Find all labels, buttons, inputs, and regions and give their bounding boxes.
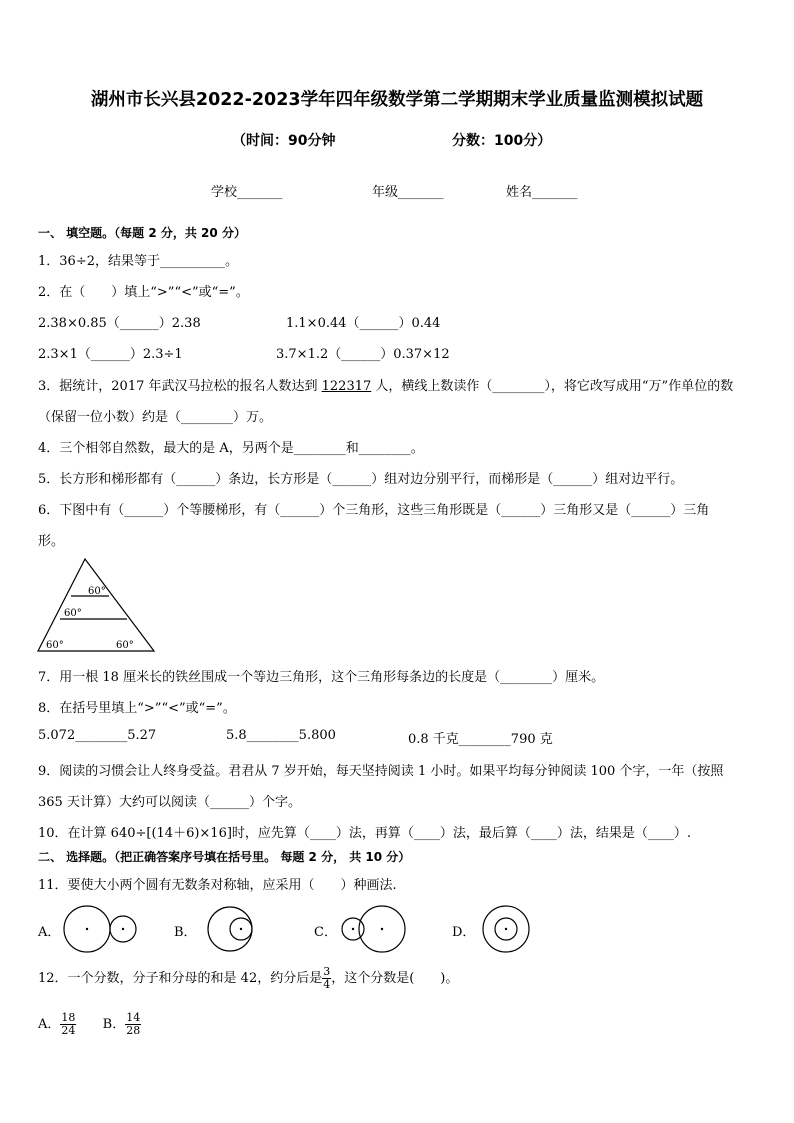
q3-text-post: 人，横线上数读作（________），将它改写成用“万”作单位的数 <box>371 379 734 394</box>
q12-option-b-fraction <box>125 1012 141 1037</box>
q12-option-a-numerator: 18 <box>61 1011 76 1024</box>
question-6-line-1: 6．下图中有（______）个等腰梯形，有（______）个三角形，这些三角形既是（______）三角形又是（______）三角 <box>38 503 710 518</box>
question-1: 1．36÷2，结果等于__________。 <box>38 254 238 269</box>
question-11: 11．要使大小两个圆有无数条对称轴，应采用（ ）种画法. <box>38 878 397 893</box>
angle-label-top: 60° <box>88 586 106 597</box>
question-3-line-2: （保留一位小数）约是（________）万。 <box>38 410 273 425</box>
section-2-heading: 二、 选择题。（把正确答案序号填在括号里。 每题 2 分， 共 10 分） <box>38 850 411 864</box>
q12-frac-denominator: 4 <box>323 978 331 991</box>
question-8-item-a: 5.072________5.27 <box>38 728 157 743</box>
option-d-label: D． <box>452 925 476 940</box>
section-1-heading: 一、 填空题。（每题 2 分，共 20 分） <box>38 226 246 240</box>
question-12 <box>38 966 458 992</box>
option-a-label: A． <box>38 925 61 940</box>
question-3-line-1 <box>38 375 733 394</box>
name-field: 姓名_______ <box>506 185 578 200</box>
q12-option-a-label: A． <box>38 1017 61 1032</box>
q3-underlined-number: 122317 <box>321 379 372 394</box>
q12-option-b-denominator: 28 <box>126 1024 141 1037</box>
outer-triangle <box>38 559 154 651</box>
question-2-item-d: 3.7×1.2（______）0.37×12 <box>276 347 450 362</box>
q12-text-pre: 12．一个分数，分子和分母的和是 42，约分后是 <box>38 971 323 986</box>
question-2-item-a: 2.38×0.85（______）2.38 <box>38 316 201 331</box>
question-2-item-c: 2.3×1（______）2.3÷1 <box>38 347 183 362</box>
q12-option-a-fraction <box>60 1012 76 1037</box>
q12-option-b-label: B． <box>102 1017 126 1032</box>
angle-label-bottom-left: 60° <box>46 640 64 651</box>
exam-score: 分数：100分） <box>452 133 552 149</box>
question-4: 4．三个相邻自然数，最大的是 A，另两个是________和________。 <box>38 441 424 456</box>
q12-option-a-denominator: 24 <box>61 1024 76 1037</box>
option-d-circles <box>480 903 535 955</box>
question-2-item-b: 1.1×0.44（______）0.44 <box>286 316 441 331</box>
angle-label-bottom-right: 60° <box>116 640 134 651</box>
q12-option-b-numerator: 14 <box>126 1011 141 1024</box>
question-8-item-c: 0.8 千克________790 克 <box>408 732 553 747</box>
exam-time: （时间：90分钟 <box>232 133 336 149</box>
q12-fraction <box>322 966 331 991</box>
school-field: 学校_______ <box>211 185 283 200</box>
angle-label-mid: 60° <box>64 608 82 619</box>
q12-text-post: ，这个分数是( )。 <box>331 971 459 986</box>
question-9-line-2: 365 天计算）大约可以阅读（______）个字。 <box>38 795 301 810</box>
q12-frac-numerator: 3 <box>323 965 331 978</box>
option-c-circles <box>338 903 413 955</box>
question-8-item-b: 5.8________5.800 <box>226 728 336 743</box>
question-8: 8．在括号里填上“>”“<”或“=”。 <box>38 701 236 716</box>
option-c-label: C． <box>314 925 337 940</box>
grade-field: 年级_______ <box>372 185 444 200</box>
question-5: 5．长方形和梯形都有（______）条边，长方形是（______）组对边分别平行，而梯形是（______）组对边平行。 <box>38 472 684 487</box>
trapezoid-triangle-figure <box>30 555 160 655</box>
question-9-line-1: 9．阅读的习惯会让人终身受益。君君从 7 岁开始，每天坚持阅读 1 小时。如果平均每分钟阅读 100 个字，一年（按照 <box>38 764 724 779</box>
question-2: 2．在（ ）填上“>”“<”或“=”。 <box>38 285 249 300</box>
option-b-circles <box>204 903 264 955</box>
question-6-line-2: 形。 <box>38 534 65 549</box>
question-10: 10．在计算 640÷[(14＋6)×16]时，应先算（____）法，再算（____）法，最后算（____）法，结果是（____）. <box>38 826 692 841</box>
option-a-circles <box>60 903 140 955</box>
question-12-options <box>38 1010 141 1040</box>
q3-text-pre: 3．据统计，2017 年武汉马拉松的报名人数达到 <box>38 379 322 394</box>
question-7: 7．用一根 18 厘米长的铁丝围成一个等边三角形，这个三角形每条边的长度是（________）厘米。 <box>38 670 605 685</box>
option-b-label: B． <box>174 925 197 940</box>
page-title: 湖州市长兴县2022-2023学年四年级数学第二学期期末学业质量监测模拟试题 <box>90 90 704 110</box>
